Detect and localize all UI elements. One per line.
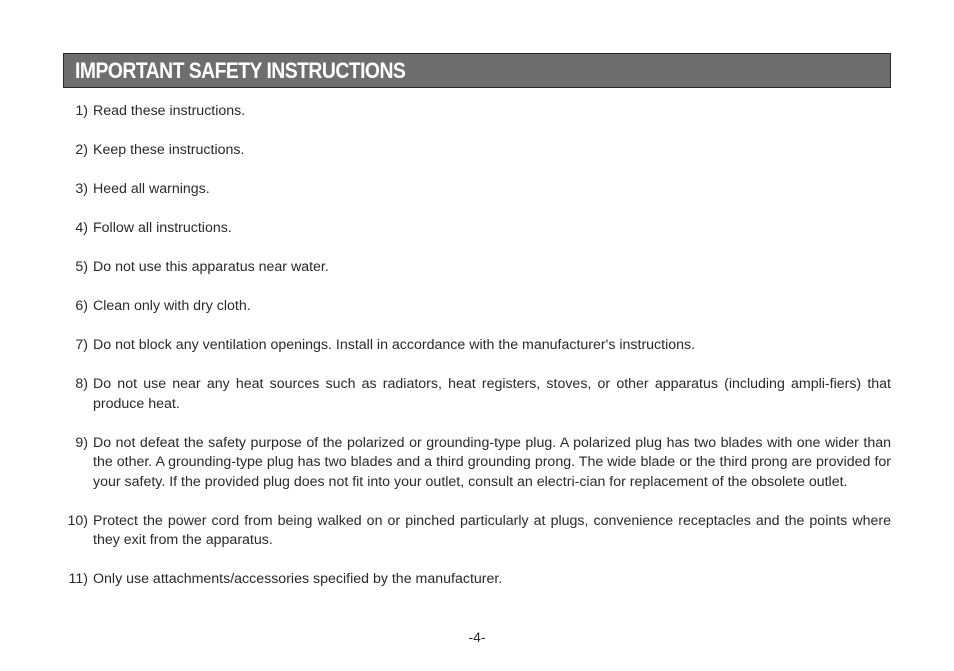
page-number: -4- bbox=[468, 629, 486, 645]
page-title: IMPORTANT SAFETY INSTRUCTIONS bbox=[75, 58, 406, 83]
instruction-list bbox=[63, 102, 891, 609]
list-item bbox=[63, 336, 891, 356]
list-item bbox=[63, 512, 891, 551]
list-item bbox=[63, 375, 891, 414]
list-item bbox=[63, 141, 891, 161]
item-number: 9) bbox=[75, 434, 88, 451]
item-text: Read these instructions. bbox=[93, 103, 246, 119]
item-text: Do not use this apparatus near water. bbox=[93, 259, 329, 275]
list-item bbox=[63, 180, 891, 200]
item-text: Do not block any ventilation openings. Install in accordance with the manufacturer's instructions. bbox=[93, 337, 696, 353]
item-number: 8) bbox=[75, 376, 88, 392]
item-number: 10) bbox=[67, 512, 88, 529]
section-header-bar bbox=[63, 53, 891, 88]
item-text: Follow all instructions. bbox=[93, 220, 232, 236]
list-item bbox=[63, 434, 891, 493]
list-item bbox=[63, 219, 891, 239]
item-text: Do not defeat the safety purpose of the polarized or grounding-type plug. A polarized plug has two blades with one wider than the other. A grounding-type plug has two blades and a third grounding prong. The wide blade or the third prong are provided for your safety. If the provided plug does not fit into your outlet, consult an electri-cian for replacement of the obsolete outlet. bbox=[93, 434, 891, 490]
list-item bbox=[63, 570, 891, 590]
item-text: Clean only with dry cloth. bbox=[93, 298, 251, 314]
item-text: Only use attachments/accessories specified by the manufacturer. bbox=[93, 571, 503, 587]
item-text: Do not use near any heat sources such as radiators, heat registers, stoves, or other apparatus (including ampli-fiers) that produce heat. bbox=[93, 376, 891, 412]
item-text: Protect the power cord from being walked on or pinched particularly at plugs, convenience receptacles and the points where they exit from the apparatus. bbox=[93, 512, 891, 548]
item-number: 2) bbox=[75, 142, 88, 158]
list-item bbox=[63, 102, 891, 122]
item-text: Heed all warnings. bbox=[93, 181, 210, 197]
item-number: 4) bbox=[75, 220, 88, 236]
list-item bbox=[63, 258, 891, 278]
item-number: 3) bbox=[75, 181, 88, 197]
list-item bbox=[63, 297, 891, 317]
item-number: 5) bbox=[75, 259, 88, 275]
item-text: Keep these instructions. bbox=[93, 142, 245, 158]
item-number: 6) bbox=[75, 298, 88, 314]
item-number: 1) bbox=[75, 103, 88, 119]
item-number: 7) bbox=[75, 337, 88, 353]
item-number: 11) bbox=[68, 571, 88, 587]
